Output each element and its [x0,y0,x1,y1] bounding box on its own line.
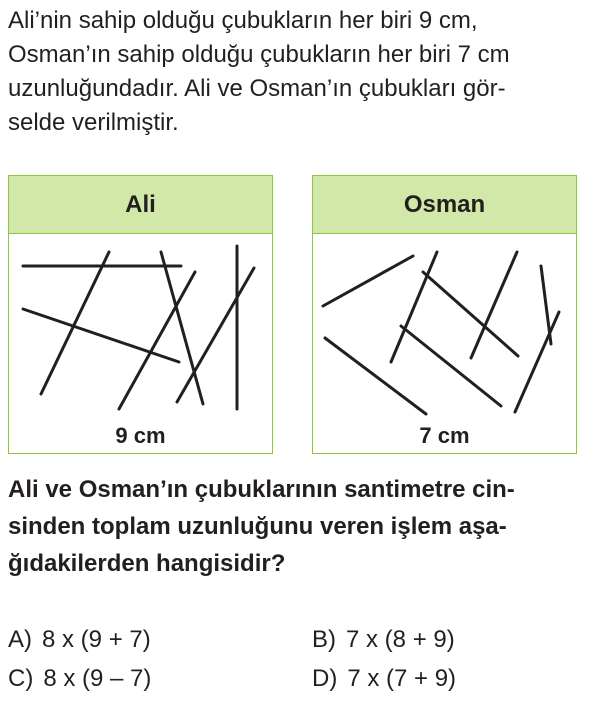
option-c[interactable] [8,664,151,694]
osman-stick-2 [325,338,426,414]
question-line-1: Ali ve Osman’ın çubuklarının santimetre cin- [8,476,515,503]
osman-sticks-panel [312,175,577,454]
osman-stick-3 [391,252,437,362]
intro-line-2: Osman’ın sahip olduğu çubukların her biri 7 cm [8,41,510,68]
option-b-label: B) [312,626,336,653]
option-a[interactable] [8,625,151,655]
ali-panel-title: Ali [9,176,272,234]
question-text [8,471,584,582]
question-line-2: sinden toplam uzunluğunu veren işlem aşa- [8,513,507,540]
intro-line-1: Ali’nin sahip olduğu çubukların her biri 9 cm, [8,7,478,34]
ali-stick-3 [41,252,109,394]
osman-stick-6 [471,252,517,358]
ali-stick-4 [161,252,203,404]
option-c-label: C) [8,665,34,692]
option-a-text: 8 x (9 + 7) [42,626,151,653]
question-line-3: ğıdakilerden hangisidir? [8,550,286,577]
option-d-label: D) [312,665,338,692]
osman-panel-title: Osman [313,176,576,234]
option-b-text: 7 x (8 + 9) [346,626,455,653]
option-d-text: 7 x (7 + 9) [347,665,457,692]
osman-stick-5 [401,326,501,406]
osman-stick-1 [323,256,413,306]
ali-stick-2 [23,309,179,362]
intro-line-3: uzunluğundadır. Ali ve Osman’ın çubukları gör- [8,75,506,102]
osman-stick-length: 7 cm [419,423,470,448]
option-b[interactable] [312,625,455,655]
problem-statement [8,4,584,140]
ali-stick-7 [177,268,254,402]
ali-stick-length: 9 cm [115,423,166,448]
intro-line-4: selde verilmiştir. [8,109,179,136]
osman-stick-8 [515,312,559,412]
option-a-label: A) [8,626,32,653]
option-c-text: 8 x (9 – 7) [43,665,152,692]
ali-sticks-panel [8,175,273,454]
option-d[interactable] [312,664,456,694]
osman-sticks-figure [313,234,575,424]
ali-sticks-figure [9,234,271,424]
